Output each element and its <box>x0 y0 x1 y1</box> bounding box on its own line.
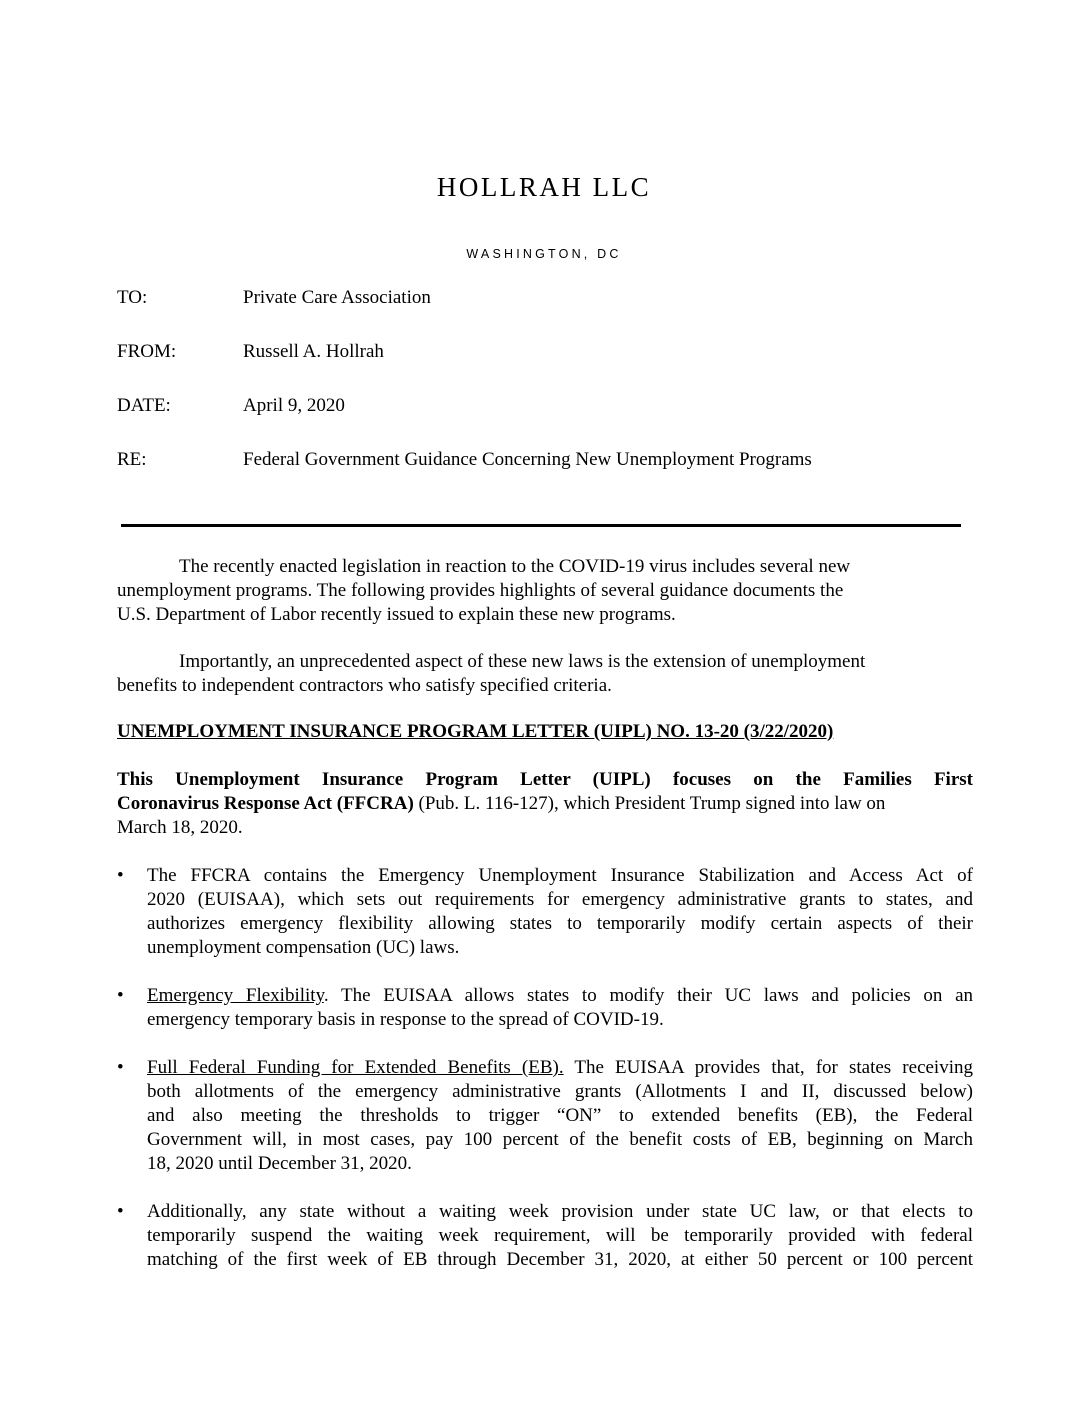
firm-name: HOLLRAH LLC <box>436 172 652 202</box>
intro-paragraph-2 <box>117 650 973 698</box>
header-divider <box>121 524 961 527</box>
bullet-4-line-2: temporarily suspend the waiting week requirement, will be temporarily provided with federal <box>147 1225 973 1246</box>
firm-city: WASHINGTON, DC <box>466 247 622 261</box>
bullet-dot: • <box>117 865 124 886</box>
bullet-1-line-3: authorizes emergency flexibility allowing states to temporarily modify certain aspects of their <box>147 913 973 934</box>
bullet-2-line-1-rest: . The EUISAA allows states to modify their UC laws and policies on an <box>323 985 973 1006</box>
section-summary <box>117 768 973 840</box>
intro-paragraph-1 <box>117 555 973 627</box>
memo-re-value: Federal Government Guidance Concerning New Unemployment Programs <box>243 449 812 470</box>
memo-to-value: Private Care Association <box>243 287 431 308</box>
section-heading: UNEMPLOYMENT INSURANCE PROGRAM LETTER (UIPL) NO. 13-20 (3/22/2020) <box>117 721 834 742</box>
bullet-1-line-4: unemployment compensation (UC) laws. <box>147 937 460 958</box>
bullet-3-line-5: 18, 2020 until December 31, 2020. <box>147 1153 412 1174</box>
bullet-2-lead: Emergency Flexibility <box>147 985 324 1006</box>
bullet-3-line-1-rest: The EUISAA provides that, for states receiving <box>563 1057 973 1078</box>
bullet-4-line-1: Additionally, any state without a waiting week provision under state UC law, or that elects to <box>147 1201 973 1222</box>
bullet-4-line-3: matching of the first week of EB through December 31, 2020, at either 50 percent or 100 percent <box>147 1249 973 1270</box>
bullet-dot: • <box>117 1201 124 1222</box>
bullet-3-line-2: both allotments of the emergency administrative grants (Allotments I and II, discussed below) <box>147 1081 973 1102</box>
section-summary-act-name: Coronavirus Response Act (FFCRA) <box>117 793 414 814</box>
bullet-3-line-3: and also meeting the thresholds to trigger “ON” to extended benefits (EB), the Federal <box>147 1105 973 1126</box>
bullet-dot: • <box>117 1057 124 1078</box>
bullet-3-lead: Full Federal Funding for Extended Benefits (EB). <box>147 1057 564 1078</box>
section-summary-line-1: This Unemployment Insurance Program Letter (UIPL) focuses on the Families First <box>117 769 973 790</box>
bullet-3-line-4: Government will, in most cases, pay 100 percent of the benefit costs of EB, beginning on March <box>147 1129 973 1150</box>
memo-re-label: RE: <box>117 449 147 470</box>
section-summary-line-2-rest: (Pub. L. 116-127), which President Trump signed into law on <box>413 793 886 814</box>
bullet-dot: • <box>117 985 124 1006</box>
memo-date-label: DATE: <box>117 395 171 416</box>
bullet-1-line-2: 2020 (EUISAA), which sets out requirements for emergency administrative grants to states, and <box>147 889 973 910</box>
memo-date-value: April 9, 2020 <box>243 395 345 416</box>
memo-to-label: TO: <box>117 287 148 308</box>
memo-from-value: Russell A. Hollrah <box>243 341 384 362</box>
section-summary-line-3: March 18, 2020. <box>117 817 243 838</box>
bullet-1-line-1: The FFCRA contains the Emergency Unemployment Insurance Stabilization and Access Act of <box>147 865 973 886</box>
intro-paragraph-2-line-2: benefits to independent contractors who satisfy specified criteria. <box>117 675 612 696</box>
intro-paragraph-1-line-1: The recently enacted legislation in reaction to the COVID-19 virus includes several new <box>179 556 851 577</box>
intro-paragraph-1-line-3: U.S. Department of Labor recently issued to explain these new programs. <box>117 604 676 625</box>
intro-paragraph-2-line-1: Importantly, an unprecedented aspect of these new laws is the extension of unemployment <box>179 651 866 672</box>
memo-from-label: FROM: <box>117 341 177 362</box>
bullet-2-line-2: emergency temporary basis in response to the spread of COVID-19. <box>147 1009 664 1030</box>
intro-paragraph-1-line-2: unemployment programs. The following provides highlights of several guidance documents the <box>117 580 844 601</box>
